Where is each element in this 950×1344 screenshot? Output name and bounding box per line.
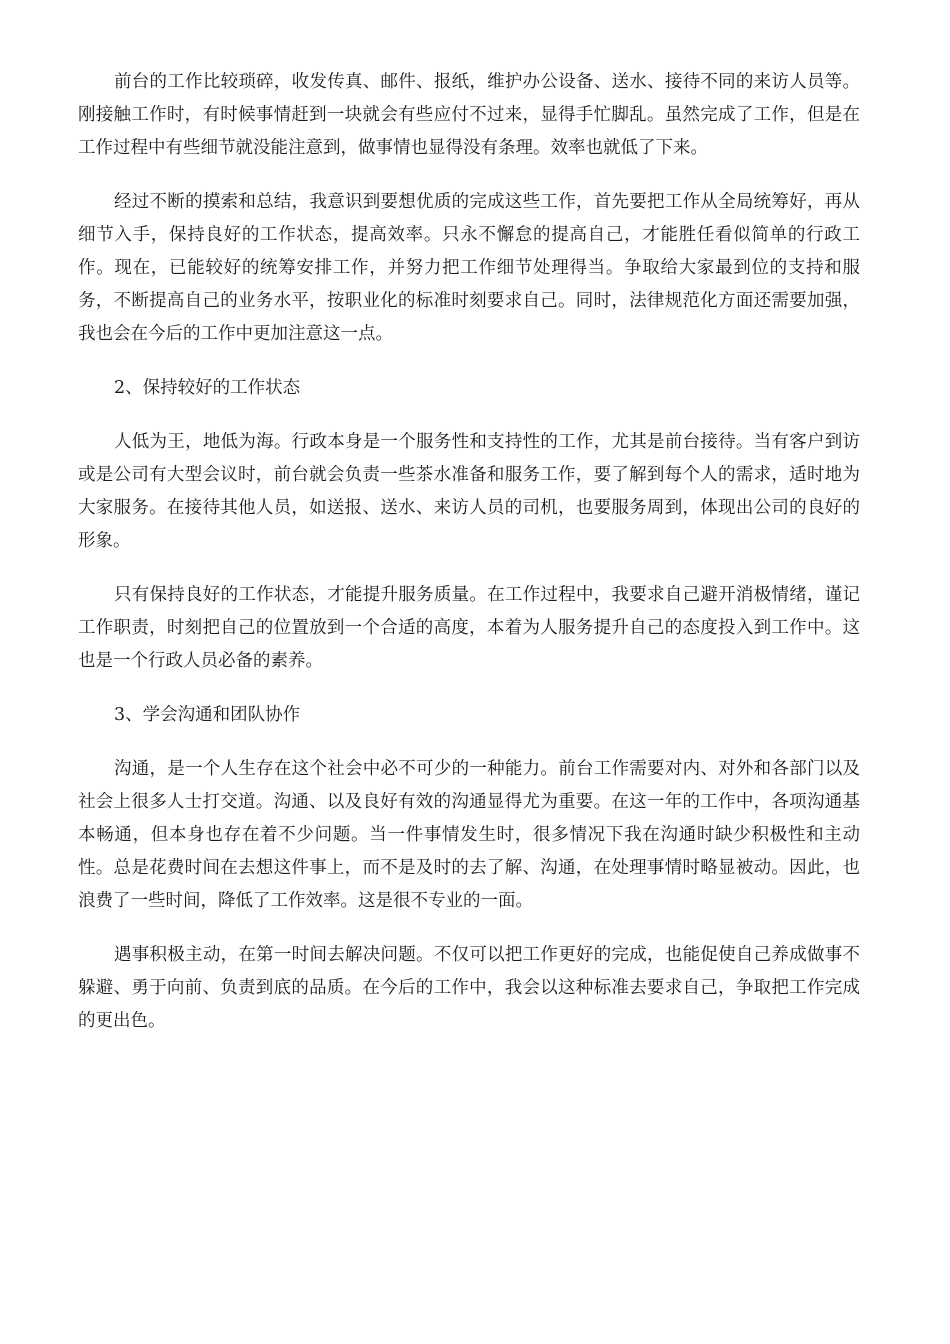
paragraph-summary-improvement: 经过不断的摸索和总结，我意识到要想优质的完成这些工作，首先要把工作从全局统筹好，再从细节入手，保持良好的工作状态，提高效率。只永不懈怠的提高自己，才能胜任看似简单的行政工作。现在，已能较好的统筹安排工作，并努力把工作细节处理得当。争取给大家最到位的支持和服务，不断提高自己的业务水平，按职业化的标准时刻要求自己。同时，法律规范化方面还需要加强，我也会在今后的工作中更加注意这一点。 [78,192,860,344]
document-body [78,66,860,1059]
paragraph-communication: 沟通，是一个人生存在这个社会中必不可少的一种能力。前台工作需要对内、对外和各部门以及社会上很多人士打交道。沟通、以及良好有效的沟通显得尤为重要。在这一年的工作中，各项沟通基本畅通，但本身也存在着不少问题。当一件事情发生时，很多情况下我在沟通时缺少积极性和主动性。总是花费时间在去想这件事上，而不是及时的去了解、沟通，在处理事情时略显被动。因此，也浪费了一些时间，降低了工作效率。这是很不专业的一面。 [78,759,860,911]
paragraph-proactive: 遇事积极主动，在第一时间去解决问题。不仅可以把工作更好的完成，也能促使自己养成做事不躲避、勇于向前、负责到底的品质。在今后的工作中，我会以这种标准去要求自己，争取把工作完成的更出色。 [78,945,860,1031]
section-heading-work-state: 2、保持较好的工作状态 [114,378,301,398]
paragraph-front-desk-duties: 前台的工作比较琐碎，收发传真、邮件、报纸，维护办公设备、送水、接待不同的来访人员等。刚接触工作时，有时候事情赶到一块就会有些应付不过来，显得手忙脚乱。虽然完成了工作，但是在工作过程中有些细节就没能注意到，做事情也显得没有条理。效率也就低了下来。 [78,72,860,158]
paragraph-service-attitude: 人低为王，地低为海。行政本身是一个服务性和支持性的工作，尤其是前台接待。当有客户到访或是公司有大型会议时，前台就会负责一些茶水准备和服务工作，要了解到每个人的需求，适时地为大家服务。在接待其他人员，如送报、送水、来访人员的司机，也要服务周到，体现出公司的良好的形象。 [78,432,860,551]
paragraph-work-state-quality: 只有保持良好的工作状态，才能提升服务质量。在工作过程中，我要求自己避开消极情绪，谨记工作职责，时刻把自己的位置放到一个合适的高度，本着为人服务提升自己的态度投入到工作中。这也是一个行政人员必备的素养。 [78,585,860,671]
section-heading-communication: 3、学会沟通和团队协作 [114,705,301,725]
